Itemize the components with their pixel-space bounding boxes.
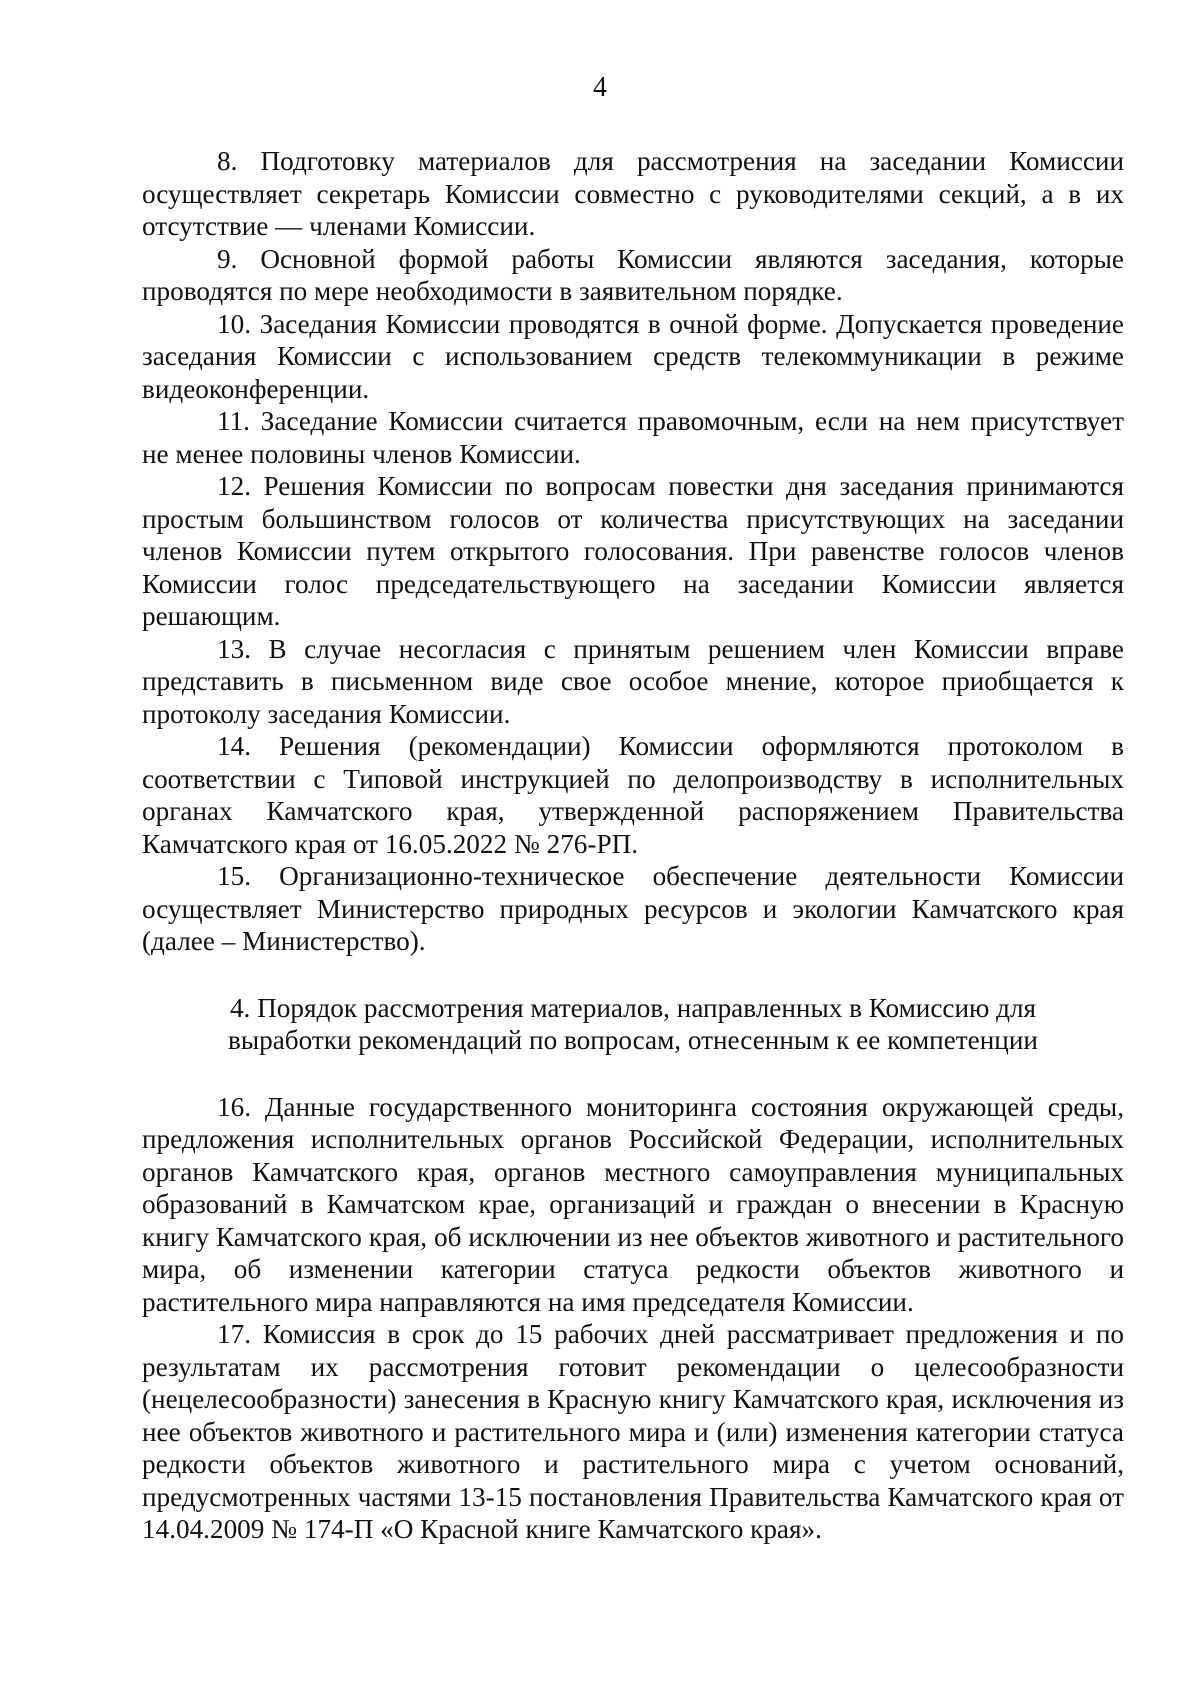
- paragraph-10: 10. Заседания Комиссии проводятся в очной форме. Допускается проведение заседания Комиссии с использованием средств телекоммуникации в режиме видеоконференции.: [142, 308, 1124, 404]
- section-heading: 4. Порядок рассмотрения материалов, направленных в Комиссию для выработки рекомендаций по вопросам, отнесенным к ее компетенции: [228, 992, 1038, 1055]
- page-number: 4: [593, 72, 607, 103]
- paragraph-12: 12. Решения Комиссии по вопросам повестки дня заседания принимаются простым большинством голосов от количества присутствующих на заседании членов Комиссии путем открытого голосования. При равенстве голосов членов Комиссии голос председательствующего на заседании Комиссии является решающим.: [142, 471, 1124, 631]
- document-body: [142, 145, 1124, 1546]
- paragraph-16: 16. Данные государственного мониторинга состояния окружающей среды, предложения исполнительных органов Российской Федерации, исполнительных органов Камчатского края, органов местного самоуправления муниципальных образований в Камчатском крае, организаций и граждан о внесении в Красную книгу Камчатского края, об исключении из нее объектов животного и растительного мира, об изменении категории статуса редкости объектов животного и растительного мира направляются на имя председателя Комиссии.: [142, 1091, 1124, 1317]
- paragraph-17: 17. Комиссия в срок до 15 рабочих дней рассматривает предложения и по результатам их рассмотрения готовит рекомендации о целесообразности (нецелесообразности) занесения в Красную книгу Камчатского края, исключения из нее объектов животного и растительного мира и (или) изменения категории статуса редкости объектов животного и растительного мира с учетом оснований, предусмотренных частями 13-15 постановления Правительства Камчатского края от 14.04.2009 № 174-П «О Красной книге Камчатского края».: [142, 1319, 1124, 1544]
- paragraph-11: 11. Заседание Комиссии считается правомочным, если на нем присутствует не менее половины членов Комиссии.: [142, 406, 1124, 469]
- paragraph-15: 15. Организационно-техническое обеспечение деятельности Комиссии осуществляет Министерство природных ресурсов и экологии Камчатского края (далее – Министерство).: [142, 861, 1124, 956]
- paragraph-8: 8. Подготовку материалов для рассмотрения на заседании Комиссии осуществляет секретарь Комиссии совместно с руководителями секций, а в их отсутствие — членами Комиссии.: [142, 146, 1124, 241]
- paragraph-13: 13. В случае несогласия с принятым решением член Комиссии вправе представить в письменном виде свое особое мнение, которое приобщается к протоколу заседания Комиссии.: [142, 633, 1124, 729]
- paragraph-14: 14. Решения (рекомендации) Комиссии оформляются протоколом в соответствии с Типовой инструкцией по делопроизводству в исполнительных органах Камчатского края, утвержденной распоряжением Правительства Камчатского края от 16.05.2022 № 276-РП.: [142, 731, 1124, 859]
- paragraph-9: 9. Основной формой работы Комиссии являются заседания, которые проводятся по мере необходимости в заявительном порядке.: [142, 243, 1124, 306]
